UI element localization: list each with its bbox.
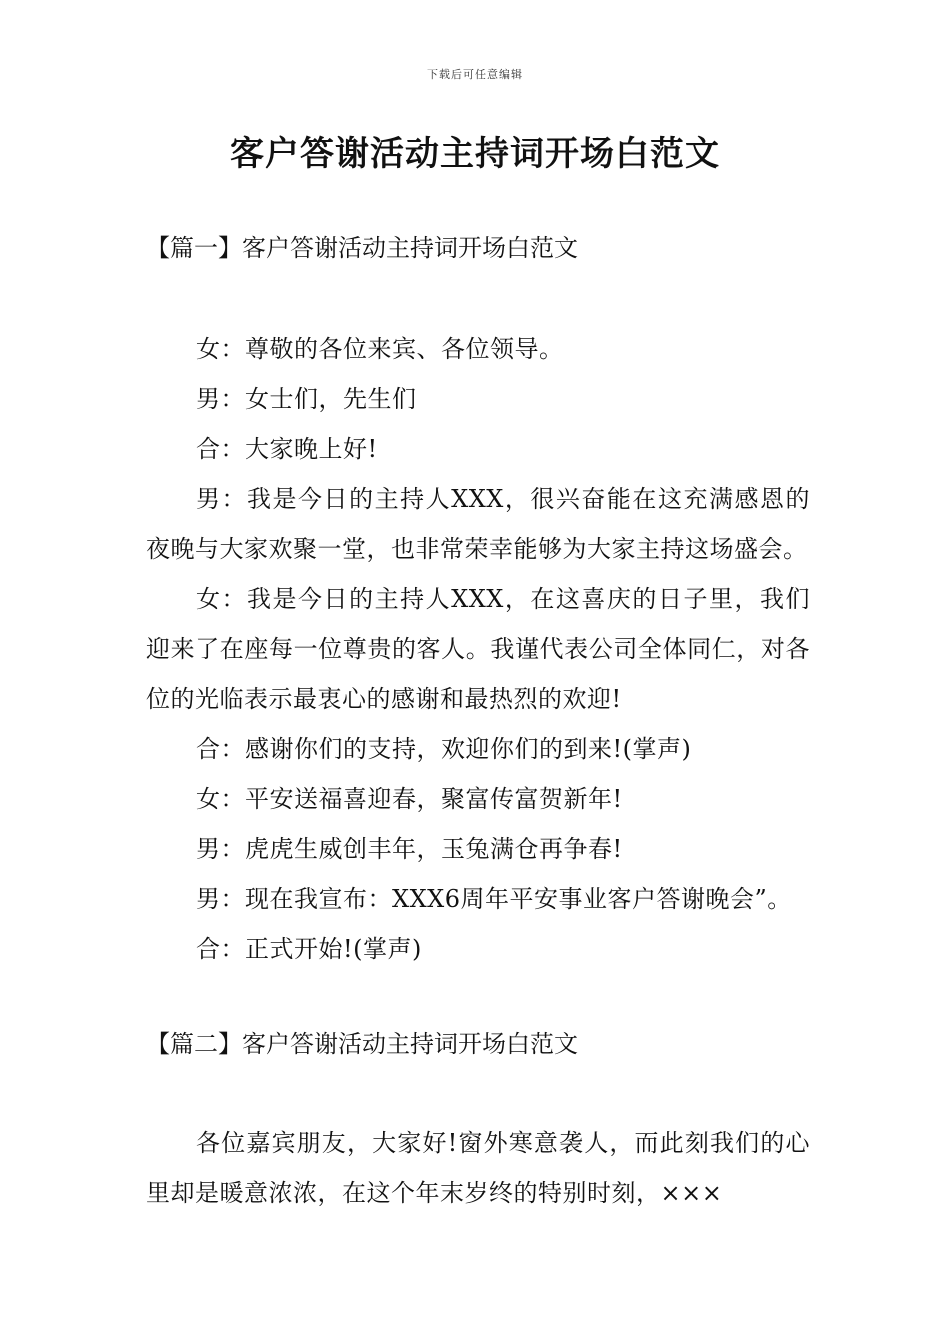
- paragraph: 合：大家晚上好!: [196, 435, 378, 463]
- section-heading-2: 【篇二】客户答谢活动主持词开场白范文: [146, 1030, 578, 1058]
- section-heading-1: 【篇一】客户答谢活动主持词开场白范文: [146, 234, 578, 262]
- paragraph: 女：我是今日的主持人XXX，在这喜庆的日子里，我们迎来了在座每一位尊贵的客人。我谨代表公司全体同仁，对各位的光临表示最衷心的感谢和最热烈的欢迎!: [146, 585, 810, 713]
- paragraph: 男：虎虎生威创丰年，玉兔满仓再争春!: [196, 835, 623, 863]
- paragraph: 男：我是今日的主持人XXX，很兴奋能在这充满感恩的夜晚与大家欢聚一堂，也非常荣幸能够为大家主持这场盛会。: [146, 485, 810, 563]
- paragraph: 各位嘉宾朋友，大家好!窗外寒意袭人，而此刻我们的心里却是暖意浓浓，在这个年末岁终的特别时刻，×××: [146, 1129, 810, 1207]
- paragraph: 合：感谢你们的支持，欢迎你们的到来!(掌声): [196, 735, 692, 763]
- section-body-1: [146, 324, 810, 974]
- header-note: 下载后可任意编辑: [427, 68, 523, 81]
- paragraph: 女：平安送福喜迎春，聚富传富贺新年!: [196, 785, 623, 813]
- paragraph: 合：正式开始!(掌声): [196, 935, 422, 963]
- paragraph: 男：现在我宣布：XXX6周年平安事业客户答谢晚会”。: [196, 885, 792, 913]
- paragraph: 女：尊敬的各位来宾、各位领导。: [196, 335, 564, 363]
- document-title: 客户答谢活动主持词开场白范文: [230, 134, 720, 174]
- section-body-2: [146, 1118, 810, 1218]
- paragraph: 男：女士们，先生们: [196, 385, 417, 413]
